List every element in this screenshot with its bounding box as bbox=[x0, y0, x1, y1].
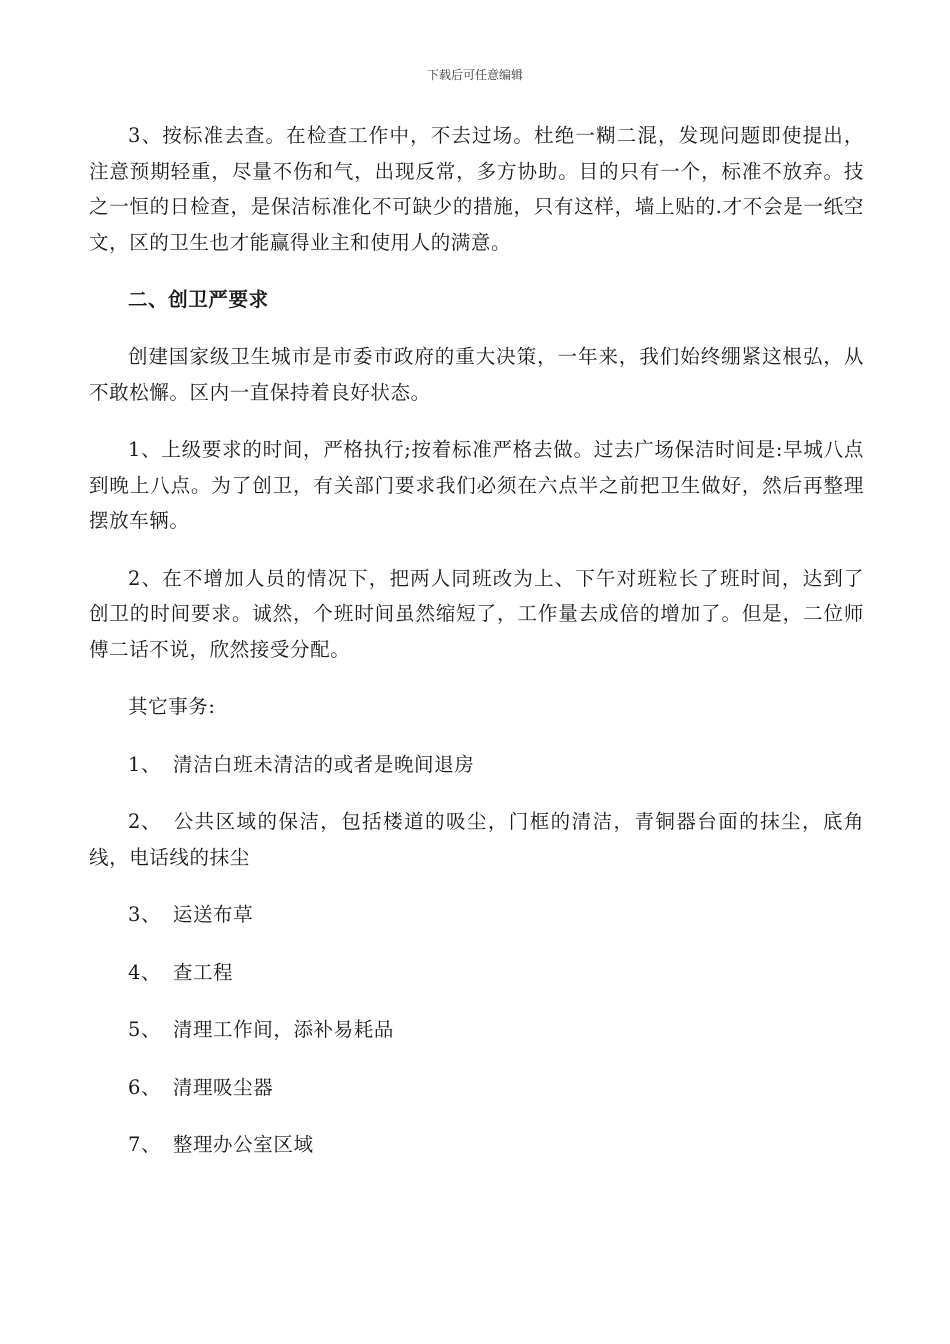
list-item bbox=[89, 897, 864, 933]
list-item bbox=[89, 747, 864, 783]
list-item-number: 3、 bbox=[128, 903, 162, 926]
list-item-number: 7、 bbox=[128, 1133, 162, 1156]
section-heading: 二、创卫严要求 bbox=[128, 288, 269, 311]
list-item-number: 5、 bbox=[128, 1018, 162, 1041]
list-item-text: 整理办公室区域 bbox=[172, 1133, 314, 1156]
list-item-text: 运送布草 bbox=[172, 903, 254, 926]
list-item-number: 6、 bbox=[128, 1075, 162, 1099]
list-item-number: 1、 bbox=[128, 752, 162, 776]
list-item bbox=[89, 804, 864, 875]
document-body bbox=[89, 118, 864, 1185]
list-item bbox=[89, 1070, 864, 1106]
list-item bbox=[89, 1127, 864, 1163]
list-item-number: 4、 bbox=[128, 960, 162, 984]
other-tasks-title: 其它事务: bbox=[128, 695, 216, 718]
list-item-text: 清洁白班未清洁的或者是晚间退房 bbox=[172, 752, 475, 776]
list-item bbox=[89, 1012, 864, 1048]
paragraph-point-2: 2、在不增加人员的情况下，把两人同班改为上、下午对班粒长了班时间，达到了创卫的时间要求。诚然，个班时间虽然缩短了，工作量去成倍的增加了。但是，二位师傅二话不说，欣然接受分配。 bbox=[89, 566, 864, 661]
paragraph-intro: 创建国家级卫生城市是市委市政府的重大决策，一年来，我们始终绷紧这根弘，从不敢松懈。区内一直保持着良好状态。 bbox=[89, 345, 864, 404]
header-note: 下载后可任意编辑 bbox=[426, 68, 523, 82]
list-item-text: 查工程 bbox=[172, 960, 234, 984]
list-item-text: 公共区域的保洁，包括楼道的吸尘，门框的清洁，青铜器台面的抹尘，底角线，电话线的抹尘 bbox=[89, 810, 864, 869]
list-item-text: 清理工作间，添补易耗品 bbox=[172, 1018, 394, 1041]
paragraph-inspection-standard: 3、按标准去查。在检查工作中，不去过场。杜绝一糊二混，发现问题即使提出，注意预期轻重，尽量不伤和气，出现反常，多方协助。目的只有一个，标准不放弃。技之一恒的日检查，是保洁标准化不可缺少的措施，只有这样，墙上贴的.才不会是一纸空文，区的卫生也才能赢得业主和使用人的满意。 bbox=[89, 124, 864, 254]
paragraph-point-1: 1、上级要求的时间，严格执行;按着标准严格去做。过去广场保洁时间是:早城八点到晚上八点。为了创卫，有关部门要求我们必须在六点半之前把卫生做好，然后再整理摆放车辆。 bbox=[89, 438, 864, 532]
list-item-number: 2、 bbox=[128, 810, 162, 833]
list-item bbox=[89, 955, 864, 991]
list-item-text: 清理吸尘器 bbox=[172, 1075, 274, 1099]
